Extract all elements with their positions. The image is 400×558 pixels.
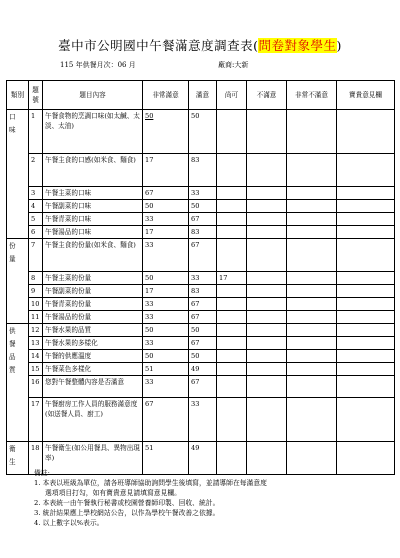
question-number: 7: [29, 239, 43, 272]
question-text: 午餐水果的多樣化: [43, 337, 143, 350]
comment-cell: [337, 187, 395, 200]
question-text: 午餐主菜的份量: [43, 272, 143, 285]
question-number: 13: [29, 337, 43, 350]
table-row: [7, 324, 395, 337]
title-highlight: 問卷對象學生: [258, 38, 337, 53]
table-row: [7, 337, 395, 350]
very-satisfied-value: 51: [143, 363, 189, 376]
question-number: 8: [29, 272, 43, 285]
question-text: 午餐食物的烹調口味(如太鹹、太淡、太油): [43, 110, 143, 154]
comment-cell: [337, 363, 395, 376]
satisfied-value: 33: [189, 272, 217, 285]
comment-cell: [337, 337, 395, 350]
dissatisfied-value: [247, 376, 287, 398]
table-row: [7, 187, 395, 200]
dissatisfied-value: [247, 200, 287, 213]
category-cell: [7, 110, 29, 239]
very-satisfied-value: 67: [143, 398, 189, 442]
satisfied-value: 67: [189, 298, 217, 311]
question-number: 15: [29, 363, 43, 376]
question-number: 2: [29, 154, 43, 187]
very-dissatisfied-value: [287, 324, 337, 337]
table-row: [7, 213, 395, 226]
comment-cell: [337, 298, 395, 311]
neutral-value: [217, 376, 247, 398]
header-very-satisfied: 非常滿意: [143, 81, 189, 110]
question-text: 午餐主食的份量(如米食、麵食): [43, 239, 143, 272]
neutral-value: [217, 337, 247, 350]
question-text: 午餐水果的品質: [43, 324, 143, 337]
table-row: [7, 110, 395, 154]
very-dissatisfied-value: [287, 200, 337, 213]
category-label: 口味: [9, 113, 16, 134]
comment-cell: [337, 200, 395, 213]
satisfied-value: 67: [189, 337, 217, 350]
satisfied-value: 33: [189, 398, 217, 442]
satisfied-value: 67: [189, 376, 217, 398]
table-row: [7, 154, 395, 187]
very-dissatisfied-value: [287, 110, 337, 154]
neutral-value: [217, 239, 247, 272]
satisfied-value: 83: [189, 226, 217, 239]
very-dissatisfied-value: [287, 311, 337, 324]
very-dissatisfied-value: [287, 213, 337, 226]
dissatisfied-value: [247, 239, 287, 272]
dissatisfied-value: [247, 311, 287, 324]
dissatisfied-value: [247, 213, 287, 226]
comment-cell: [337, 350, 395, 363]
very-dissatisfied-value: [287, 298, 337, 311]
comment-cell: [337, 398, 395, 442]
neutral-value: [217, 200, 247, 213]
dissatisfied-value: [247, 298, 287, 311]
year-month-label: 115 年供餐月次：06 月: [60, 61, 136, 69]
question-text: 午餐青菜的口味: [43, 213, 143, 226]
dissatisfied-value: [247, 154, 287, 187]
question-text: 您對午餐整體內容是否滿意: [43, 376, 143, 398]
very-satisfied-value: 50: [143, 350, 189, 363]
neutral-value: [217, 226, 247, 239]
comment-cell: [337, 154, 395, 187]
satisfied-value: 50: [189, 110, 217, 154]
very-satisfied-value: 67: [143, 187, 189, 200]
header-number: 題號: [29, 81, 43, 110]
neutral-value: 17: [217, 272, 247, 285]
neutral-value: [217, 298, 247, 311]
dissatisfied-value: [247, 350, 287, 363]
dissatisfied-value: [247, 272, 287, 285]
satisfied-value: 67: [189, 311, 217, 324]
note-item: 4. 以上數字以%表示。: [34, 519, 104, 527]
title-close: ): [336, 38, 342, 53]
neutral-value: [217, 154, 247, 187]
very-satisfied-value: 17: [143, 154, 189, 187]
question-text: 午餐湯品的口味: [43, 226, 143, 239]
comment-cell: [337, 239, 395, 272]
question-number: 3: [29, 187, 43, 200]
very-satisfied-value: 33: [143, 337, 189, 350]
question-number: 17: [29, 398, 43, 442]
table-row: [7, 398, 395, 442]
question-text: 午餐廚房工作人員的服務滿意度(如送餐人員、廚工): [43, 398, 143, 442]
comment-cell: [337, 272, 395, 285]
question-number: 16: [29, 376, 43, 398]
vendor-label: 廠商:大新: [218, 61, 249, 69]
question-text: 午餐菜色多樣化: [43, 363, 143, 376]
question-number: 14: [29, 350, 43, 363]
dissatisfied-value: [247, 226, 287, 239]
header-very-dissatisfied: 非常不滿意: [287, 81, 337, 110]
question-text: 午餐的供應溫度: [43, 350, 143, 363]
comment-cell: [337, 226, 395, 239]
question-text: 午餐衛生(如公用餐具、異物出現率): [43, 442, 143, 475]
dissatisfied-value: [247, 187, 287, 200]
table-header-row: [7, 81, 395, 110]
question-text: 午餐副菜的口味: [43, 200, 143, 213]
satisfied-value: 49: [189, 442, 217, 475]
very-satisfied-value: 33: [143, 298, 189, 311]
comment-cell: [337, 324, 395, 337]
very-satisfied-value: 50: [143, 272, 189, 285]
dissatisfied-value: [247, 110, 287, 154]
comment-cell: [337, 376, 395, 398]
question-text: 午餐青菜的份量: [43, 298, 143, 311]
category-cell: [7, 442, 29, 475]
very-dissatisfied-value: [287, 398, 337, 442]
note-item: 3. 統計結果應上學校網站公告，以作為學校午餐改善之依據。: [34, 509, 220, 517]
question-number: 11: [29, 311, 43, 324]
question-number: 6: [29, 226, 43, 239]
satisfied-value: 83: [189, 154, 217, 187]
table-row: [7, 239, 395, 272]
table-row: [7, 363, 395, 376]
question-number: 5: [29, 213, 43, 226]
question-number: 1: [29, 110, 43, 154]
very-dissatisfied-value: [287, 363, 337, 376]
notes-section: [34, 468, 394, 528]
very-dissatisfied-value: [287, 337, 337, 350]
note-item-continued: 選項項目打勾，如有寶貴意見請填寫意見欄。: [45, 489, 181, 497]
header-question: 題目內容: [43, 81, 143, 110]
question-text: 午餐副菜的份量: [43, 285, 143, 298]
satisfied-value: 67: [189, 213, 217, 226]
neutral-value: [217, 110, 247, 154]
question-number: 12: [29, 324, 43, 337]
survey-body: [7, 110, 395, 475]
table-row: [7, 350, 395, 363]
satisfied-value: 67: [189, 239, 217, 272]
dissatisfied-value: [247, 398, 287, 442]
comment-cell: [337, 110, 395, 154]
dissatisfied-value: [247, 285, 287, 298]
satisfied-value: 83: [189, 285, 217, 298]
header-satisfied: 滿意: [189, 81, 217, 110]
very-dissatisfied-value: [287, 187, 337, 200]
very-satisfied-value: 33: [143, 311, 189, 324]
table-row: [7, 272, 395, 285]
dissatisfied-value: [247, 337, 287, 350]
table-row: [7, 200, 395, 213]
header-neutral: 尚可: [217, 81, 247, 110]
very-dissatisfied-value: [287, 154, 337, 187]
very-satisfied-value: 17: [143, 285, 189, 298]
very-satisfied-value: 51: [143, 442, 189, 475]
neutral-value: [217, 363, 247, 376]
very-satisfied-value-text: 50: [145, 112, 154, 120]
category-label: 份量: [9, 242, 16, 263]
note-item: 1. 本表以班級為單位，請各班導師協助詢問學生後填寫，並請導師在每滿意度: [34, 479, 267, 487]
very-dissatisfied-value: [287, 239, 337, 272]
survey-table: [6, 80, 395, 475]
very-satisfied-value: 50: [143, 200, 189, 213]
header-category: 類別: [7, 81, 29, 110]
dissatisfied-value: [247, 363, 287, 376]
very-dissatisfied-value: [287, 285, 337, 298]
question-text: 午餐主菜的口味: [43, 187, 143, 200]
neutral-value: [217, 285, 247, 298]
category-cell: [7, 239, 29, 324]
neutral-value: [217, 350, 247, 363]
neutral-value: [217, 324, 247, 337]
very-satisfied-value: 50: [143, 324, 189, 337]
very-dissatisfied-value: [287, 376, 337, 398]
neutral-value: [217, 187, 247, 200]
question-number: 10: [29, 298, 43, 311]
very-dissatisfied-value: [287, 350, 337, 363]
satisfied-value: 50: [189, 200, 217, 213]
question-text: 午餐湯品的份量: [43, 311, 143, 324]
table-row: [7, 298, 395, 311]
table-row: [7, 285, 395, 298]
comment-cell: [337, 213, 395, 226]
very-satisfied-value: 33: [143, 376, 189, 398]
table-row: [7, 226, 395, 239]
category-label: 供餐品質: [9, 327, 16, 374]
note-item: 2. 本表統一由午餐執行秘書或校園營養師印製、回收、統計。: [34, 499, 220, 507]
very-dissatisfied-value: [287, 272, 337, 285]
very-satisfied-value: 33: [143, 213, 189, 226]
page-title: [0, 36, 400, 54]
very-satisfied-value: [143, 110, 189, 154]
very-satisfied-value: 17: [143, 226, 189, 239]
question-number: 18: [29, 442, 43, 475]
satisfied-value: 50: [189, 324, 217, 337]
dissatisfied-value: [247, 324, 287, 337]
table-row: [7, 311, 395, 324]
satisfied-value: 50: [189, 350, 217, 363]
notes-heading: 備註:: [34, 469, 50, 477]
category-label: 衛生: [9, 445, 16, 466]
satisfied-value: 33: [189, 187, 217, 200]
question-number: 9: [29, 285, 43, 298]
category-cell: [7, 324, 29, 442]
header-comments: 寶貴意見欄: [337, 81, 395, 110]
question-text: 午餐主食的口感(如米食、麵食): [43, 154, 143, 187]
neutral-value: [217, 213, 247, 226]
table-row: [7, 376, 395, 398]
comment-cell: [337, 285, 395, 298]
comment-cell: [337, 311, 395, 324]
neutral-value: [217, 398, 247, 442]
header-dissatisfied: 不滿意: [247, 81, 287, 110]
neutral-value: [217, 311, 247, 324]
satisfied-value: 49: [189, 363, 217, 376]
very-dissatisfied-value: [287, 226, 337, 239]
very-satisfied-value: 33: [143, 239, 189, 272]
question-number: 4: [29, 200, 43, 213]
title-main: 臺中市公明國中午餐滿意度調查表(: [58, 38, 259, 53]
